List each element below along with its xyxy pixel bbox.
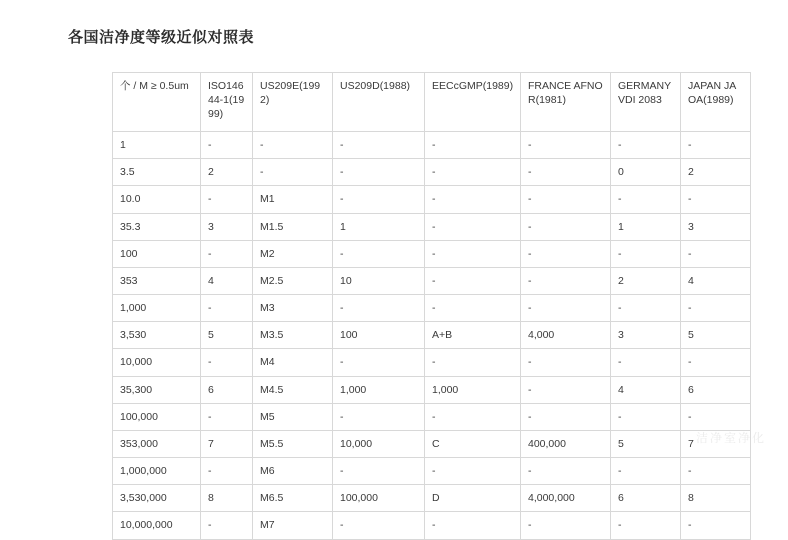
cleanroom-class-table-container <box>112 72 750 540</box>
table-cell: - <box>201 295 253 322</box>
table-cell: M1.5 <box>253 213 333 240</box>
table-cell: 5 <box>611 430 681 457</box>
table-cell: - <box>333 159 425 186</box>
table-cell: - <box>521 403 611 430</box>
table-cell: 100,000 <box>333 485 425 512</box>
table-cell: 2 <box>611 267 681 294</box>
table-cell: M5.5 <box>253 430 333 457</box>
table-cell: - <box>425 186 521 213</box>
table-cell: 2 <box>681 159 751 186</box>
table-cell: 3 <box>201 213 253 240</box>
table-cell: 3 <box>681 213 751 240</box>
table-cell: 3,530 <box>113 322 201 349</box>
table-cell: D <box>425 485 521 512</box>
table-cell: 1,000 <box>333 376 425 403</box>
table-cell: M3.5 <box>253 322 333 349</box>
table-cell: 10.0 <box>113 186 201 213</box>
table-row <box>113 240 751 267</box>
table-cell: 7 <box>201 430 253 457</box>
table-cell: - <box>521 349 611 376</box>
table-header <box>113 73 751 132</box>
table-cell: - <box>611 512 681 539</box>
table-cell: - <box>333 349 425 376</box>
table-row <box>113 132 751 159</box>
table-body <box>113 132 751 540</box>
table-cell: 4 <box>201 267 253 294</box>
table-cell: M3 <box>253 295 333 322</box>
table-cell: 8 <box>681 485 751 512</box>
table-cell: - <box>521 213 611 240</box>
table-cell: 10,000 <box>333 430 425 457</box>
column-header-japan-jaoa: JAPAN JAOA(1989) <box>681 73 751 132</box>
table-cell: - <box>681 295 751 322</box>
table-cell: - <box>425 213 521 240</box>
table-cell: - <box>521 267 611 294</box>
table-cell: 6 <box>201 376 253 403</box>
table-cell: - <box>681 403 751 430</box>
table-cell: 6 <box>681 376 751 403</box>
table-cell: - <box>201 132 253 159</box>
table-cell: M5 <box>253 403 333 430</box>
table-cell: 4,000,000 <box>521 485 611 512</box>
column-header-france-afnor: FRANCE AFNOR(1981) <box>521 73 611 132</box>
table-cell: - <box>425 349 521 376</box>
table-cell: - <box>333 403 425 430</box>
table-row <box>113 159 751 186</box>
table-cell: - <box>611 186 681 213</box>
table-cell: 1,000 <box>113 295 201 322</box>
table-cell: - <box>521 132 611 159</box>
table-cell: 100,000 <box>113 403 201 430</box>
table-cell: 5 <box>681 322 751 349</box>
column-header-us209e: US209E(1992) <box>253 73 333 132</box>
table-cell: - <box>201 240 253 267</box>
table-cell: 35,300 <box>113 376 201 403</box>
table-cell: - <box>425 159 521 186</box>
table-cell: - <box>611 240 681 267</box>
table-row <box>113 403 751 430</box>
table-cell: M2 <box>253 240 333 267</box>
table-cell: 3.5 <box>113 159 201 186</box>
table-cell: - <box>521 186 611 213</box>
table-cell: - <box>681 132 751 159</box>
table-cell: - <box>201 458 253 485</box>
table-cell: - <box>333 132 425 159</box>
table-cell: 10,000,000 <box>113 512 201 539</box>
table-row <box>113 186 751 213</box>
table-cell: - <box>521 512 611 539</box>
table-row <box>113 267 751 294</box>
table-cell: A+B <box>425 322 521 349</box>
table-cell: - <box>201 403 253 430</box>
table-cell: - <box>425 403 521 430</box>
table-cell: - <box>611 458 681 485</box>
table-cell: - <box>333 512 425 539</box>
table-cell: 4 <box>681 267 751 294</box>
table-row <box>113 213 751 240</box>
table-row <box>113 458 751 485</box>
table-cell: 7 <box>681 430 751 457</box>
table-cell: - <box>333 240 425 267</box>
table-cell: - <box>521 295 611 322</box>
table-cell: - <box>253 132 333 159</box>
table-cell: 3,530,000 <box>113 485 201 512</box>
table-cell: M2.5 <box>253 267 333 294</box>
column-header-eec-cgmp: EECcGMP(1989) <box>425 73 521 132</box>
table-cell: 4 <box>611 376 681 403</box>
table-row <box>113 295 751 322</box>
table-cell: 10 <box>333 267 425 294</box>
table-cell: 1,000,000 <box>113 458 201 485</box>
table-cell: 10,000 <box>113 349 201 376</box>
table-cell: - <box>611 403 681 430</box>
table-cell: M7 <box>253 512 333 539</box>
table-cell: - <box>201 186 253 213</box>
table-cell: M6.5 <box>253 485 333 512</box>
page-title: 各国洁净度等级近似对照表 <box>68 29 255 46</box>
table-cell: - <box>333 295 425 322</box>
table-cell: M4 <box>253 349 333 376</box>
table-cell: M6 <box>253 458 333 485</box>
table-cell: - <box>681 349 751 376</box>
table-cell: - <box>425 132 521 159</box>
table-cell: 353,000 <box>113 430 201 457</box>
table-cell: - <box>425 267 521 294</box>
table-cell: 1 <box>113 132 201 159</box>
table-cell: - <box>333 458 425 485</box>
table-cell: 8 <box>201 485 253 512</box>
table-cell: M4.5 <box>253 376 333 403</box>
table-cell: - <box>611 349 681 376</box>
table-cell: 100 <box>333 322 425 349</box>
table-cell: - <box>681 240 751 267</box>
cleanroom-class-table <box>112 72 751 540</box>
table-cell: - <box>521 376 611 403</box>
table-header-row <box>113 73 751 132</box>
table-cell: - <box>333 186 425 213</box>
table-cell: - <box>253 159 333 186</box>
table-cell: - <box>611 132 681 159</box>
table-cell: 5 <box>201 322 253 349</box>
table-cell: - <box>425 240 521 267</box>
table-row <box>113 485 751 512</box>
table-cell: - <box>425 295 521 322</box>
table-cell: 100 <box>113 240 201 267</box>
table-cell: - <box>611 295 681 322</box>
table-cell: 400,000 <box>521 430 611 457</box>
table-row <box>113 430 751 457</box>
table-cell: - <box>521 159 611 186</box>
table-cell: 1 <box>611 213 681 240</box>
column-header-germany-vdi: GERMANY VDI 2083 <box>611 73 681 132</box>
table-row <box>113 512 751 539</box>
watermark-text: 洁净室净化 <box>695 431 766 445</box>
column-header-us209d: US209D(1988) <box>333 73 425 132</box>
table-cell: 1 <box>333 213 425 240</box>
table-cell: 0 <box>611 159 681 186</box>
table-cell: - <box>201 512 253 539</box>
table-cell: - <box>425 512 521 539</box>
column-header-iso14644: ISO14644-1(1999) <box>201 73 253 132</box>
table-row <box>113 322 751 349</box>
table-cell: 4,000 <box>521 322 611 349</box>
table-cell: - <box>681 458 751 485</box>
table-cell: C <box>425 430 521 457</box>
table-cell: 1,000 <box>425 376 521 403</box>
table-cell: M1 <box>253 186 333 213</box>
table-cell: 2 <box>201 159 253 186</box>
table-cell: - <box>521 458 611 485</box>
table-cell: - <box>521 240 611 267</box>
table-cell: - <box>201 349 253 376</box>
column-header-particle-count: 个 / M ≥ 0.5um <box>113 73 201 132</box>
table-cell: 6 <box>611 485 681 512</box>
table-cell: 353 <box>113 267 201 294</box>
table-row <box>113 349 751 376</box>
table-cell: 3 <box>611 322 681 349</box>
table-row <box>113 376 751 403</box>
table-cell: 35.3 <box>113 213 201 240</box>
table-cell: - <box>425 458 521 485</box>
table-cell: - <box>681 512 751 539</box>
table-cell: - <box>681 186 751 213</box>
